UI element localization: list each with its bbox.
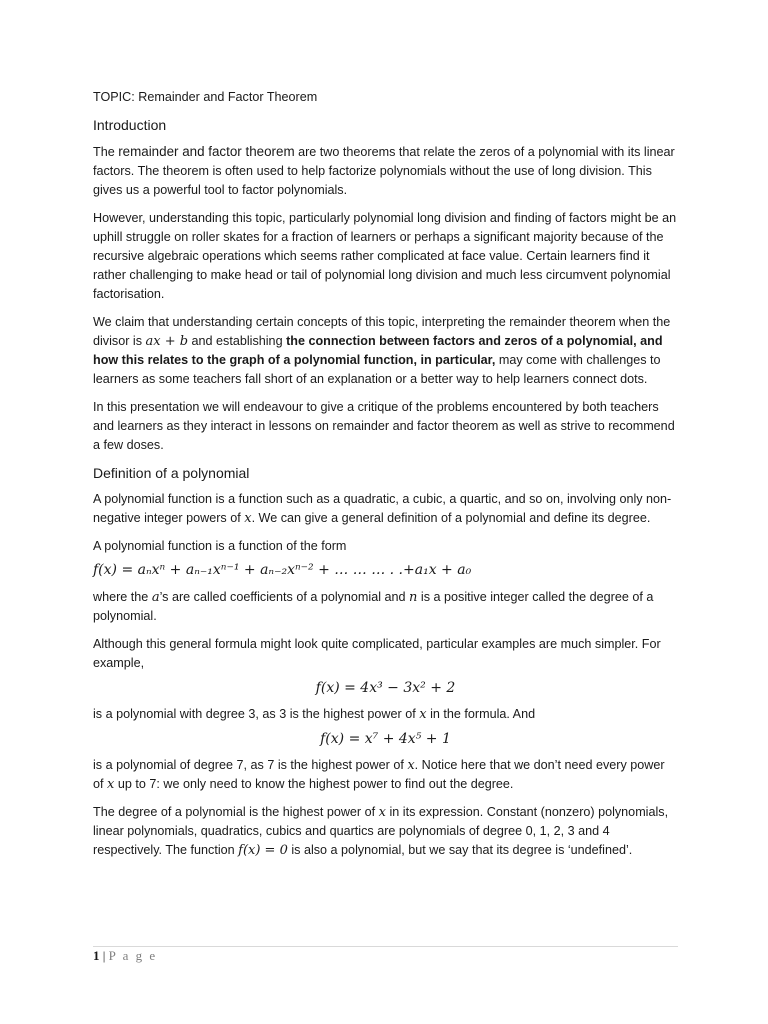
example-formula-1: f(x) = 4x³ − 3x² + 2 — [315, 680, 456, 696]
intro-p3-pre: We claim that understanding certain concepts of this topic, interpreting the remainder theorem when the divisor is — [93, 315, 671, 348]
intro-paragraph-4: In this presentation we will endeavour to give a critique of the problems encountered by both teachers and learners as they interact in lessons on remainder and factor theorem as well as strive to recommend a few doses. — [93, 400, 675, 452]
intro-paragraph-3 — [93, 313, 678, 389]
definition-heading: Definition of a polynomial — [93, 465, 250, 481]
intro-p3-bold: the connection between factors and zeros of a polynomial, and how this relates to the graph of a polynomial function, in particular, — [93, 334, 663, 367]
def-p7-math: f(x) = 0 — [238, 843, 288, 858]
document-page — [93, 88, 678, 869]
definition-paragraph-6 — [93, 756, 678, 794]
definition-paragraph-5 — [93, 705, 678, 724]
def-p6-mid: . Notice here that we don’t need every power of — [93, 758, 665, 791]
topic-line: TOPIC: Remainder and Factor Theorem — [93, 90, 318, 104]
def-p6-pre: is a polynomial of degree 7, as 7 is the highest power of — [93, 758, 408, 772]
def-p7-mid: in its expression. Constant (nonzero) polynomials, linear polynomials, quadratics, cubics and quartics are polynomials of degree 0, 1, 2, 3 and 4 respectively. The function — [93, 805, 669, 857]
def-p1-post: . We can give a general definition of a polynomial and define its degree. — [251, 511, 651, 525]
def-p7-var: x — [378, 805, 386, 820]
def-p1-var: x — [244, 511, 252, 526]
def-p5-pre: is a polynomial with degree 3, as 3 is the highest power of — [93, 707, 420, 721]
intro-paragraph-2: However, understanding this topic, particularly polynomial long division and finding of factors might be an uphill struggle on roller skates for a fraction of learners or perhaps a significant majority because of the recursive algebraic operations which seems rather complicated at face value. Certain learners find it rather challenging to make head or tail of polynomial long division and much less circumvent polynomial factorisation. — [93, 211, 677, 301]
def-p5-post: in the formula. And — [426, 707, 536, 721]
def-p3-post: is a positive integer called the degree of a polynomial. — [93, 590, 654, 623]
def-p6-var2: x — [107, 777, 115, 792]
example-formula-2: f(x) = x⁷ + 4x⁵ + 1 — [320, 731, 451, 747]
general-polynomial-formula: f(x) = aₙxⁿ + aₙ₋₁xⁿ⁻¹ + aₙ₋₂xⁿ⁻² + … … … . .+a₁x + a₀ — [93, 562, 472, 578]
intro-p3-math: ax + b — [145, 334, 189, 349]
footer-separator: | — [99, 948, 109, 963]
footer-page-word: P a g e — [108, 948, 158, 963]
intro-p1-term: remainder and factor theorem — [118, 144, 295, 159]
def-p7-post: is also a polynomial, but we say that its degree is ‘undefined’. — [287, 843, 633, 857]
def-p6-var1: x — [407, 758, 415, 773]
def-p3-var2: n — [409, 590, 418, 605]
def-p3-var1: a — [151, 590, 160, 605]
def-p5-var: x — [419, 707, 427, 722]
page-number: 1 — [93, 948, 100, 963]
definition-paragraph-1 — [93, 490, 678, 528]
definition-paragraph-2: A polynomial function is a function of the form — [93, 539, 347, 553]
definition-paragraph-7 — [93, 803, 678, 860]
introduction-heading: Introduction — [93, 117, 167, 133]
def-p7-pre: The degree of a polynomial is the highest power of — [93, 805, 379, 819]
definition-paragraph-4: Although this general formula might look quite complicated, particular examples are much simpler. For example, — [93, 637, 661, 670]
def-p1-pre: A polynomial function is a function such as a quadratic, a cubic, a quartic, and so on, involving only non-negative integer powers of — [93, 492, 672, 525]
def-p3-mid: ’s are called coefficients of a polynomial and — [159, 590, 410, 604]
def-p3-pre: where the — [93, 590, 152, 604]
intro-p1-post: are two theorems that relate the zeros of a polynomial with its linear factors. The theorem is often used to help factorize polynomials without the use of long division. This gives us a powerful tool to factor polynomials. — [93, 145, 675, 197]
def-p6-post: up to 7: we only need to know the highest power to find out the degree. — [114, 777, 514, 791]
intro-p3-post: may come with challenges to learners as some teachers fall short of an explanation or a better way to help learners connect dots. — [93, 353, 661, 386]
intro-p3-mid: and establishing — [188, 334, 287, 348]
page-footer — [93, 948, 157, 964]
intro-p1-pre: The — [93, 145, 119, 159]
definition-paragraph-3 — [93, 588, 678, 626]
intro-paragraph-1 — [93, 142, 678, 200]
footer-divider — [93, 946, 678, 947]
